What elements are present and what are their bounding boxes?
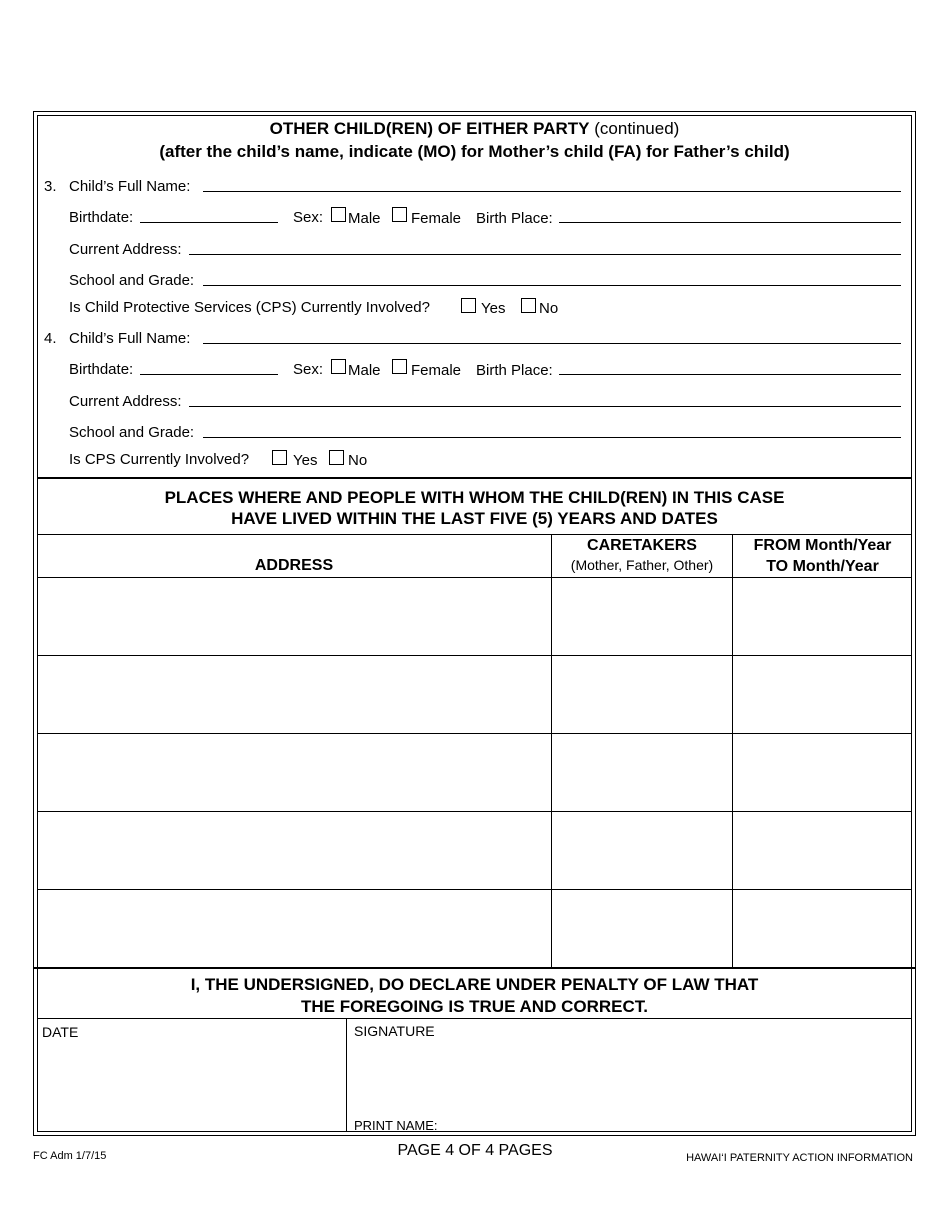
table-row-address-cell[interactable] <box>38 812 550 888</box>
table-row-dates-cell[interactable] <box>734 578 911 654</box>
places-title-line2: HAVE LIVED WITHIN THE LAST FIVE (5) YEARS AND DATES <box>231 509 718 528</box>
col-caretakers-header: CARETAKERS <box>587 537 697 554</box>
declaration-rule <box>37 1018 912 1019</box>
table-row-address-cell[interactable] <box>38 578 550 654</box>
table-row-dates-cell[interactable] <box>734 890 911 966</box>
date-label: DATE <box>42 1024 79 1040</box>
child4-number: 4. <box>44 330 57 347</box>
signature-field[interactable] <box>350 1042 910 1112</box>
table-col-divider-2 <box>732 534 733 968</box>
places-title-line1: PLACES WHERE AND PEOPLE WITH WHOM THE CHILD(REN) IN THIS CASE <box>164 488 785 507</box>
table-row-address-cell[interactable] <box>38 890 550 966</box>
child3-school-grade-field[interactable] <box>203 285 901 286</box>
child3-cps-question: Is Child Protective Services (CPS) Currently Involved? <box>69 299 430 316</box>
table-row-caretakers-cell[interactable] <box>553 812 731 888</box>
declaration-line1: I, THE UNDERSIGNED, DO DECLARE UNDER PENALTY OF LAW THAT <box>190 975 759 994</box>
date-signature-divider <box>346 1018 347 1132</box>
child4-birth-place-label: Birth Place: <box>476 362 553 379</box>
child3-female-label: Female <box>411 210 462 227</box>
child4-full-name-field[interactable] <box>203 343 901 344</box>
title-bold: OTHER CHILD(REN) OF EITHER PARTY <box>269 119 590 138</box>
col-dates-header-line1: FROM Month/Year <box>753 537 892 554</box>
child4-full-name-label: Child’s Full Name: <box>69 330 191 347</box>
section-divider <box>37 477 912 479</box>
child3-current-address-field[interactable] <box>189 254 901 255</box>
child3-birth-place-field[interactable] <box>559 222 901 223</box>
table-row-dates-cell[interactable] <box>734 656 911 732</box>
child4-current-address-label: Current Address: <box>69 393 182 410</box>
child3-school-grade-label: School and Grade: <box>69 272 195 289</box>
child4-cps-question: Is CPS Currently Involved? <box>69 451 250 468</box>
footer-page-number: PAGE 4 OF 4 PAGES <box>397 1142 553 1159</box>
child4-female-label: Female <box>411 362 462 379</box>
child3-cps-no-label: No <box>539 300 559 317</box>
footer-form-id: FC Adm 1/7/15 <box>33 1150 107 1162</box>
child3-current-address-label: Current Address: <box>69 241 182 258</box>
child4-female-checkbox[interactable] <box>392 359 407 374</box>
child3-birthdate-label: Birthdate: <box>69 209 134 226</box>
table-row-address-cell[interactable] <box>38 656 550 732</box>
child4-cps-no-label: No <box>348 452 368 469</box>
declaration-line2: THE FOREGOING IS TRUE AND CORRECT. <box>301 997 648 1016</box>
table-row-address-cell[interactable] <box>38 734 550 810</box>
child4-male-label: Male <box>348 362 381 379</box>
child3-cps-yes-label: Yes <box>481 300 506 317</box>
col-dates-header-line2: TO Month/Year <box>766 558 879 575</box>
col-address-header: ADDRESS <box>254 557 334 574</box>
child3-sex-label: Sex: <box>293 209 324 226</box>
title-suffix: (continued) <box>594 119 680 138</box>
child4-birthdate-field[interactable] <box>140 374 278 375</box>
child3-birth-place-label: Birth Place: <box>476 210 553 227</box>
child4-current-address-field[interactable] <box>189 406 901 407</box>
table-row-caretakers-cell[interactable] <box>553 656 731 732</box>
places-header-top-rule <box>37 534 912 535</box>
child4-cps-yes-checkbox[interactable] <box>272 450 287 465</box>
section-other-children-subtitle: (after the child’s name, indicate (MO) for Mother’s child (FA) for Father’s child) <box>159 142 790 161</box>
child3-full-name-field[interactable] <box>203 191 901 192</box>
child3-full-name-label: Child’s Full Name: <box>69 178 191 195</box>
child4-cps-yes-label: Yes <box>293 452 318 469</box>
child4-school-grade-label: School and Grade: <box>69 424 195 441</box>
child4-school-grade-field[interactable] <box>203 437 901 438</box>
child4-cps-no-checkbox[interactable] <box>329 450 344 465</box>
child3-male-label: Male <box>348 210 381 227</box>
footer-right-text: HAWAI‘I PATERNITY ACTION INFORMATION <box>686 1152 913 1164</box>
child3-cps-yes-checkbox[interactable] <box>461 298 476 313</box>
signature-label: SIGNATURE <box>354 1023 435 1039</box>
table-row-dates-cell[interactable] <box>734 812 911 888</box>
table-row-dates-cell[interactable] <box>734 734 911 810</box>
child4-sex-label: Sex: <box>293 361 324 378</box>
child3-male-checkbox[interactable] <box>331 207 346 222</box>
child4-male-checkbox[interactable] <box>331 359 346 374</box>
child4-birthdate-label: Birthdate: <box>69 361 134 378</box>
child3-birthdate-field[interactable] <box>140 222 278 223</box>
col-caretakers-subheader: (Mother, Father, Other) <box>570 557 714 573</box>
date-field[interactable] <box>38 1044 344 1130</box>
table-col-divider-1 <box>551 534 552 968</box>
section-other-children-title <box>37 119 912 139</box>
print-name-label: PRINT NAME: <box>354 1118 438 1133</box>
table-row-caretakers-cell[interactable] <box>553 578 731 654</box>
table-row-caretakers-cell[interactable] <box>553 734 731 810</box>
child4-birth-place-field[interactable] <box>559 374 901 375</box>
table-row-caretakers-cell[interactable] <box>553 890 731 966</box>
table-bottom-rule <box>33 967 916 969</box>
child3-number: 3. <box>44 178 57 195</box>
child3-female-checkbox[interactable] <box>392 207 407 222</box>
child3-cps-no-checkbox[interactable] <box>521 298 536 313</box>
